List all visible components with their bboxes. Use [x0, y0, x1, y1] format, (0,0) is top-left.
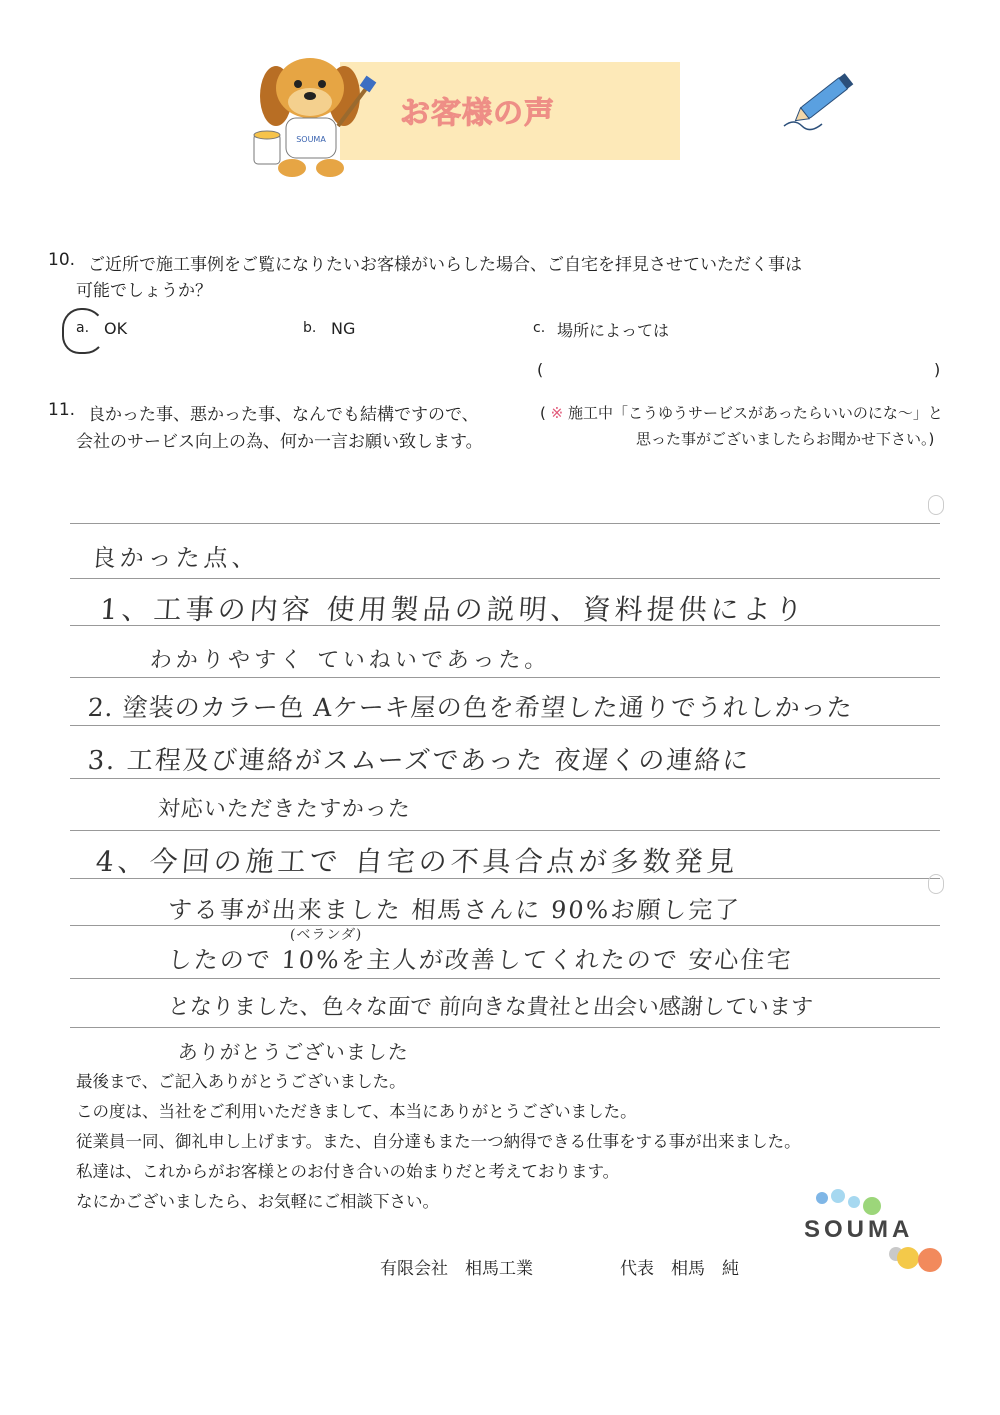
answer-line-9: となりました、色々な面で 前向きな貴社と出会い感謝しています [166, 995, 814, 1020]
q10-number: 10. [48, 250, 76, 270]
company-name: 有限会社 相馬工業 [380, 1259, 533, 1279]
answer-rule-10 [70, 978, 940, 979]
option-a-key: a. [76, 320, 90, 336]
answer-line-1: 1、工事の内容 使用製品の説明、資料提供により [98, 593, 808, 626]
mascot-shirt-logo: SOUMA [296, 135, 326, 144]
closing-line-5: なにかございましたら、お気軽にご相談下さい。 [76, 1192, 439, 1211]
q11-hint-line1 [540, 402, 943, 423]
answer-line-3: 2. 塗装のカラー色 Aケーキ屋の色を希望した通りでうれしかった [86, 693, 854, 722]
page-title: お客様の声 [400, 96, 555, 131]
q11-text-line1: 良かった事、悪かった事、なんでも結構ですので、 [88, 405, 479, 425]
souma-logo-text: SOUMA [804, 1216, 914, 1243]
answer-line-8: したので 10%を主人が改善してくれたので 安心住宅 [166, 946, 794, 974]
option-a-label[interactable]: OK [104, 319, 128, 338]
answer-rule-11 [70, 1027, 940, 1028]
option-b-key: b. [303, 320, 317, 336]
q10-text-line2: 可能でしょうか？ [76, 281, 212, 301]
answer-line-10: ありがとうございました [177, 1040, 410, 1064]
representative-name: 代表 相馬 純 [620, 1259, 739, 1279]
rule-end-mark-mid [928, 874, 944, 894]
answer-heading: 良かった点、 [90, 544, 261, 572]
q11-number: 11. [48, 400, 76, 420]
pencil-icon [782, 68, 862, 132]
answer-rule-1 [70, 523, 940, 524]
answer-line-4: 3. 工程及び連絡がスムーズであった 夜遅くの連絡に [86, 746, 752, 776]
answer-rule-7 [70, 830, 940, 831]
answer-rule-5 [70, 725, 940, 726]
q10-text-line1: ご近所で施工事例をご覧になりたいお客様がいらした場合、ご自宅を拝見させていただく事は [88, 255, 802, 275]
closing-line-3: 従業員一同、御礼申し上げます。また、自分達もまた一つ納得できる仕事をする事が出来ました。 [76, 1132, 801, 1151]
option-b-label[interactable]: NG [331, 319, 356, 338]
option-c-label[interactable]: 場所によっては [557, 321, 670, 340]
hint-open-paren: ( [540, 404, 546, 422]
option-c-paren-close: ) [934, 360, 941, 379]
closing-line-4: 私達は、これからがお客様とのお付き合いの始まりだと考えております。 [76, 1162, 620, 1181]
option-c-key: c. [533, 320, 546, 336]
answer-rule-6 [70, 778, 940, 779]
answer-line-2: わかりやすく ていねいであった。 [148, 648, 552, 673]
answer-line-5: 対応いただきたすかった [156, 797, 412, 822]
q11-text-line2: 会社のサービス向上の為、何か一言お願い致します。 [76, 432, 483, 452]
answer-line-6: 4、今回の施工で 自宅の不具合点が多数発見 [94, 845, 740, 878]
hint-asterisk: ※ [550, 404, 564, 422]
answer-line-8-note: (ベランダ) [289, 927, 363, 943]
closing-line-1: 最後まで、ご記入ありがとうございました。 [76, 1072, 406, 1091]
rule-end-mark-top [928, 495, 944, 515]
answer-rule-9 [70, 925, 940, 926]
dog-mascot-icon [246, 56, 386, 186]
q11-hint-line2: 思った事がございましたらお聞かせ下さい。) [636, 430, 935, 448]
closing-line-2: この度は、当社をご利用いただきまして、本当にありがとうございました。 [76, 1102, 637, 1121]
hint-text-line1: 施工中「こうゆうサービスがあったらいいのにな～」と [568, 404, 943, 422]
option-c-paren-open: ( [537, 360, 544, 379]
answer-rule-2 [70, 578, 940, 579]
answer-line-7: する事が出来ました 相馬さんに 90%お願し完了 [166, 896, 742, 924]
answer-rule-4 [70, 677, 940, 678]
